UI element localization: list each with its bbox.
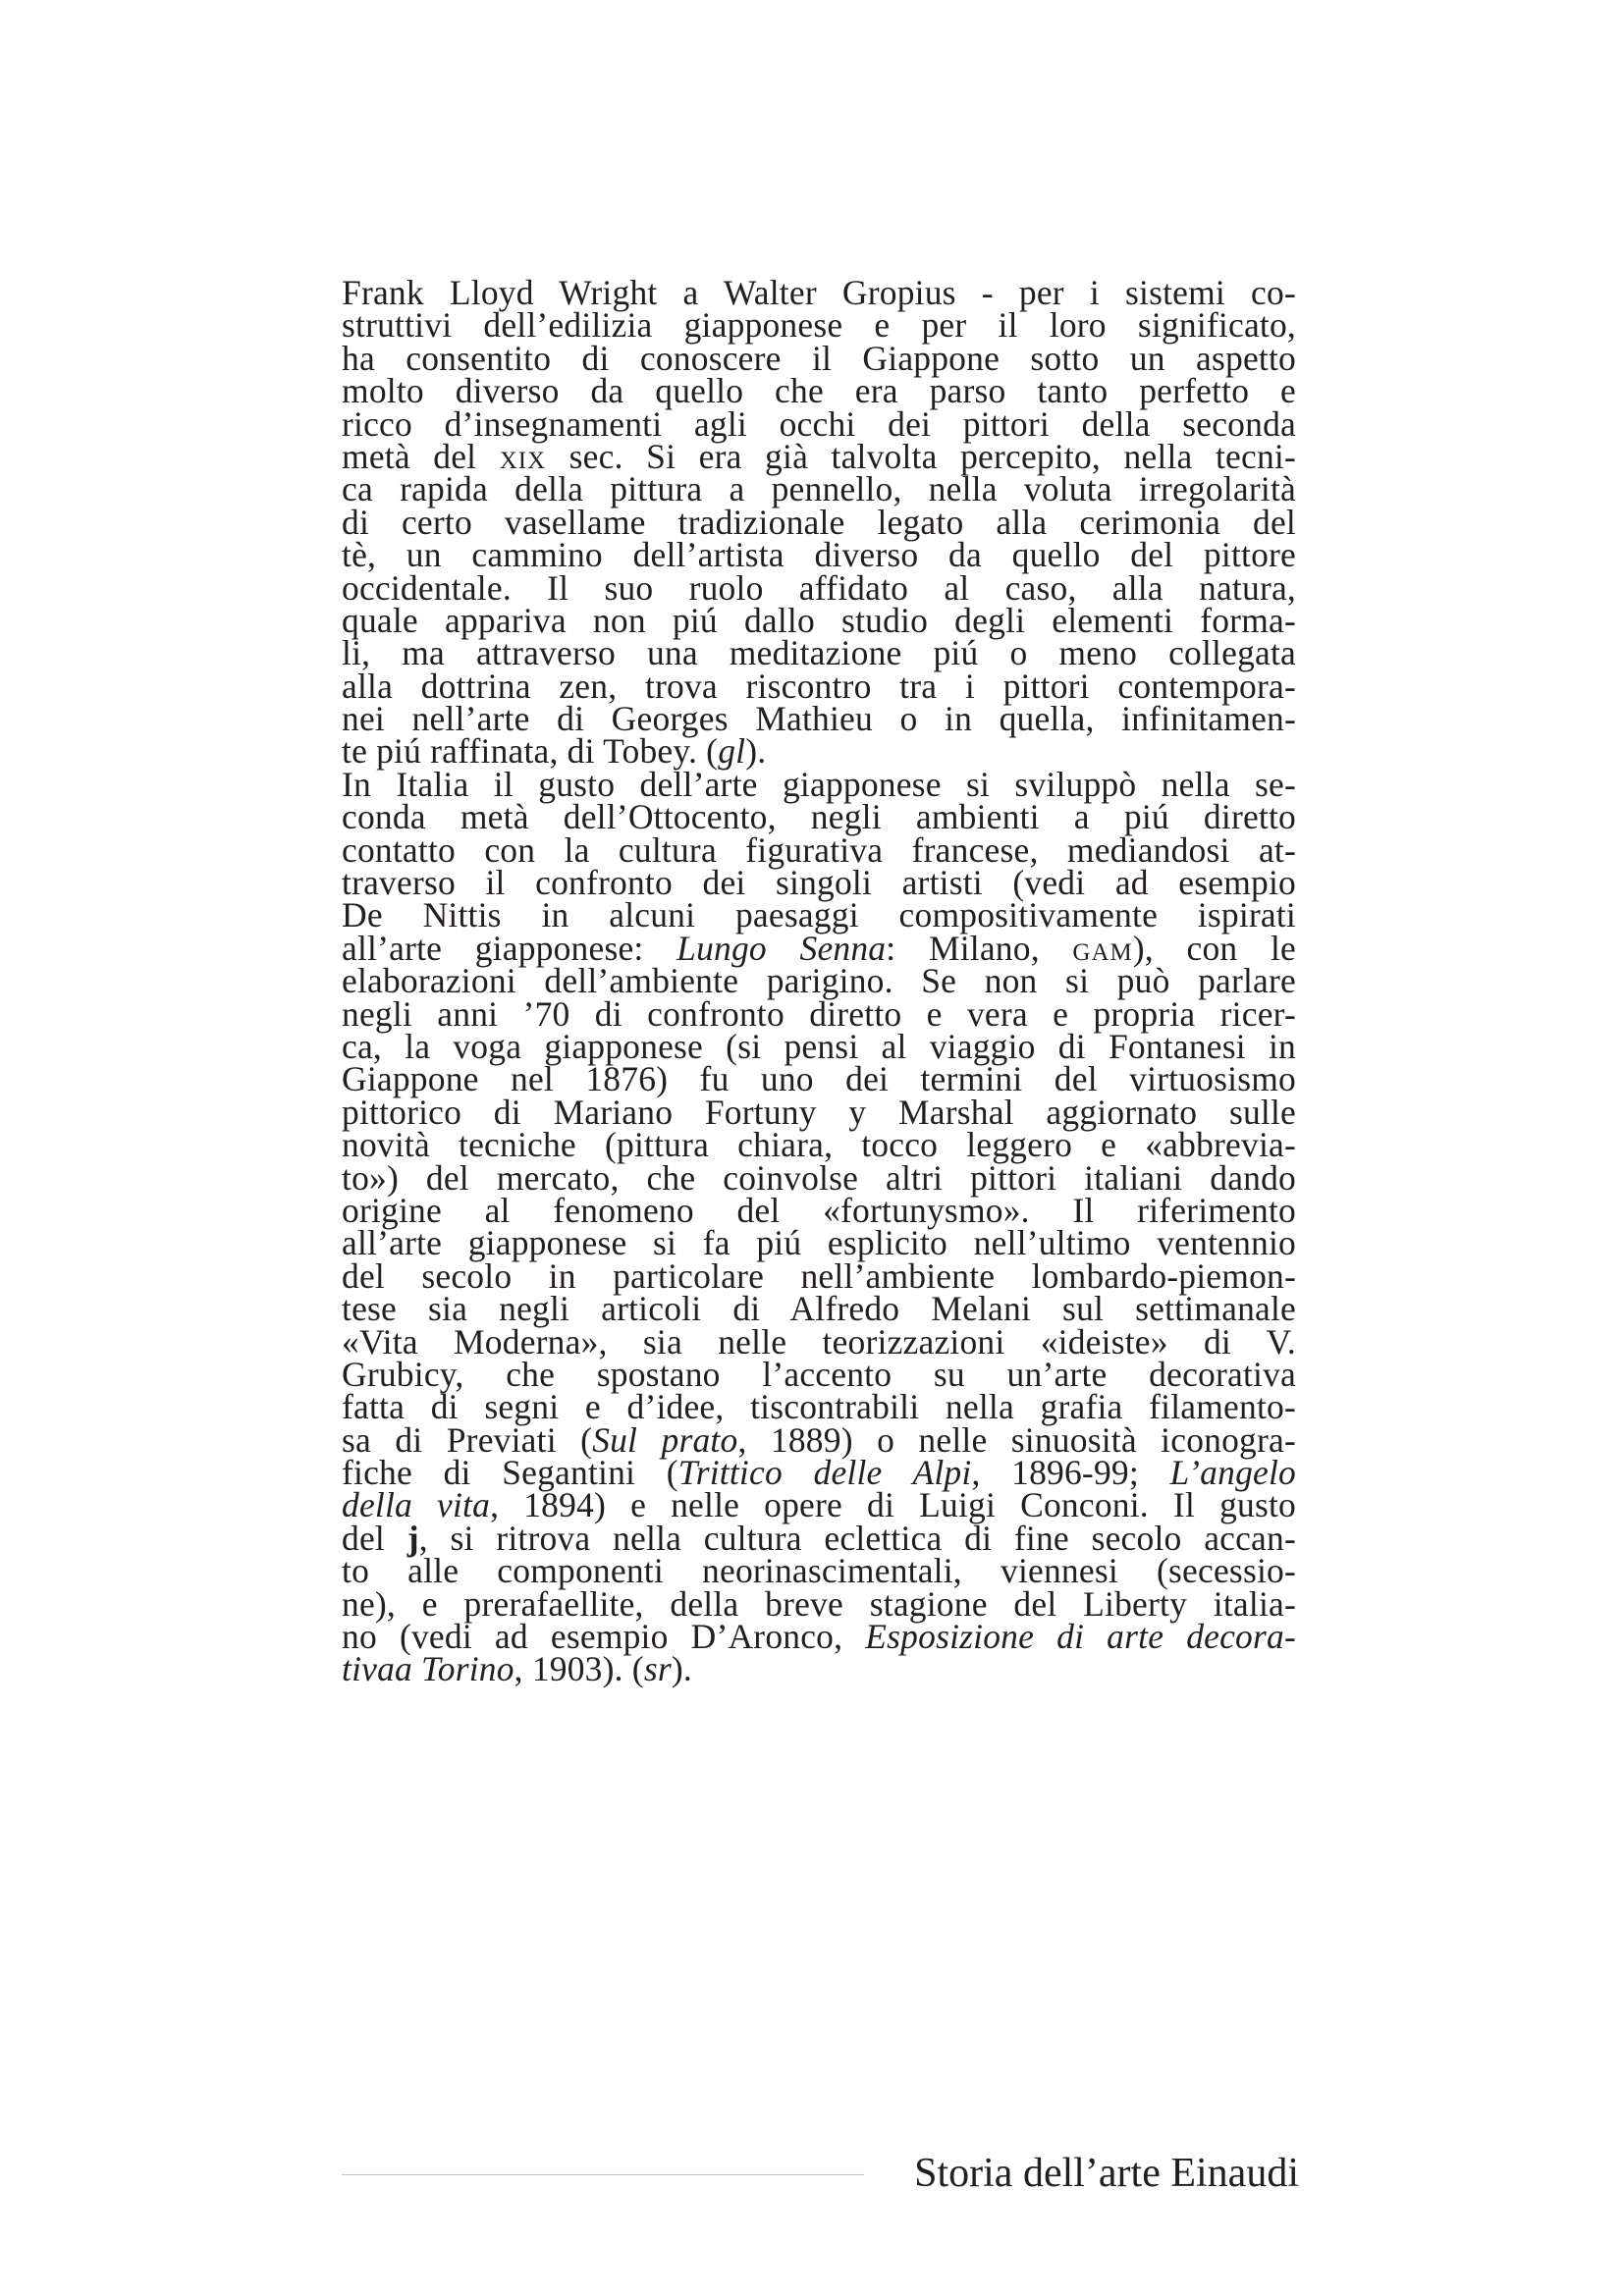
text-line: origine al fenomeno del «fortunysmo». Il riferimento bbox=[342, 1190, 1296, 1230]
text-line: Grubicy, che spostano l’accento su un’arte decorativa bbox=[342, 1354, 1296, 1394]
text-line: conda metà dell’Ottocento, negli ambienti a piú diretto bbox=[342, 797, 1296, 837]
text-line: traverso il confronto dei singoli artisti (vedi ad esempio bbox=[342, 863, 1296, 903]
text-line: occidentale. Il suo ruolo affidato al caso, alla natura, bbox=[342, 567, 1296, 608]
text-line: all’arte giapponese si fa piú esplicito nell’ultimo ventennio bbox=[342, 1223, 1296, 1263]
text-line: ha consentito di conoscere il Giappone sotto un aspetto bbox=[342, 338, 1296, 378]
text-line: «Vita Moderna», sia nelle teorizzazioni «ideiste» di V. bbox=[342, 1321, 1296, 1362]
text-line: ricco d’insegnamenti agli occhi dei pittori della seconda bbox=[342, 403, 1296, 444]
text-line: fatta di segni e d’idee, tiscontrabili nella grafia filamento- bbox=[342, 1387, 1296, 1427]
text-line: tivaa Torino, 1903). (sr). bbox=[342, 1649, 692, 1689]
text-line: negli anni ’70 di confronto diretto e vera e propria ricer- bbox=[342, 993, 1296, 1034]
article-body bbox=[342, 273, 1297, 1689]
text-line: pittorico di Mariano Fortuny y Marshal aggiornato sulle bbox=[342, 1092, 1296, 1132]
text-line: no (vedi ad esempio D’Aronco, Esposizione di arte decora- bbox=[342, 1617, 1296, 1657]
text-line: fiche di Segantini (Trittico delle Alpi, 1896-99; L’angelo bbox=[342, 1453, 1296, 1493]
text-line: quale appariva non piú dallo studio degli elementi forma- bbox=[342, 600, 1296, 640]
text-line: li, ma attraverso una meditazione piú o meno collegata bbox=[342, 633, 1296, 673]
text-line: struttivi dell’edilizia giapponese e per il loro significato, bbox=[342, 305, 1296, 346]
text-line: te piú raffinata, di Tobey. (gl). bbox=[342, 731, 767, 772]
text-line: di certo vasellame tradizionale legato alla cerimonia del bbox=[342, 502, 1296, 542]
text-line: tese sia negli articoli di Alfredo Melani sul settimanale bbox=[342, 1289, 1296, 1329]
text-line: In Italia il gusto dell’arte giapponese si sviluppò nella se- bbox=[342, 764, 1296, 804]
text-line: nei nell’arte di Georges Mathieu o in quella, infinitamen- bbox=[342, 699, 1296, 739]
text-line: contatto con la cultura figurativa francese, mediandosi at- bbox=[342, 829, 1296, 870]
text-line: ca rapida della pittura a pennello, nella voluta irregolarità bbox=[342, 469, 1296, 509]
text-line: all’arte giapponese: Lungo Senna: Milano, gam), con le bbox=[342, 928, 1297, 968]
text-line: Frank Lloyd Wright a Walter Gropius - per i sistemi co- bbox=[342, 273, 1296, 312]
text-line: della vita, 1894) e nelle opere di Luigi Conconi. Il gusto bbox=[342, 1485, 1296, 1525]
text-line: ne), e prerafaellite, della breve stagione del Liberty italia- bbox=[342, 1583, 1296, 1624]
text-line: Giappone nel 1876) fu uno dei termini del virtuosismo bbox=[342, 1059, 1296, 1099]
text-line: ca, la voga giapponese (si pensi al viaggio di Fontanesi in bbox=[342, 1026, 1296, 1066]
text-line: del secolo in particolare nell’ambiente lombardo-piemon- bbox=[342, 1255, 1296, 1296]
text-line: metà del xix sec. Si era già talvolta percepito, nella tecni- bbox=[342, 436, 1296, 476]
text-line: to») del mercato, che coinvolse altri pittori italiani dando bbox=[342, 1157, 1296, 1198]
text-line: novità tecniche (pittura chiara, tocco leggero e «abbrevia- bbox=[342, 1125, 1296, 1165]
text-line: molto diverso da quello che era parso tanto perfetto e bbox=[342, 371, 1296, 411]
text-line: to alle componenti neorinascimentali, viennesi (secessio- bbox=[342, 1551, 1296, 1591]
text-line: sa di Previati (Sul prato, 1889) o nelle sinuosità iconogra- bbox=[342, 1419, 1297, 1460]
footer-title: Storia dell’arte Einaudi bbox=[914, 2151, 1299, 2196]
text-line: De Nittis in alcuni paesaggi compositivamente ispirati bbox=[342, 895, 1296, 935]
text-line: tè, un cammino dell’artista diverso da quello del pittore bbox=[342, 535, 1296, 575]
text-line: alla dottrina zen, trova riscontro tra i pittori contempora- bbox=[342, 666, 1296, 706]
text-line: del j, si ritrova nella cultura eclettica di fine secolo accan- bbox=[342, 1518, 1296, 1558]
text-line: elaborazioni dell’ambiente parigino. Se non si può parlare bbox=[342, 961, 1296, 1001]
footer-divider bbox=[342, 2174, 864, 2175]
